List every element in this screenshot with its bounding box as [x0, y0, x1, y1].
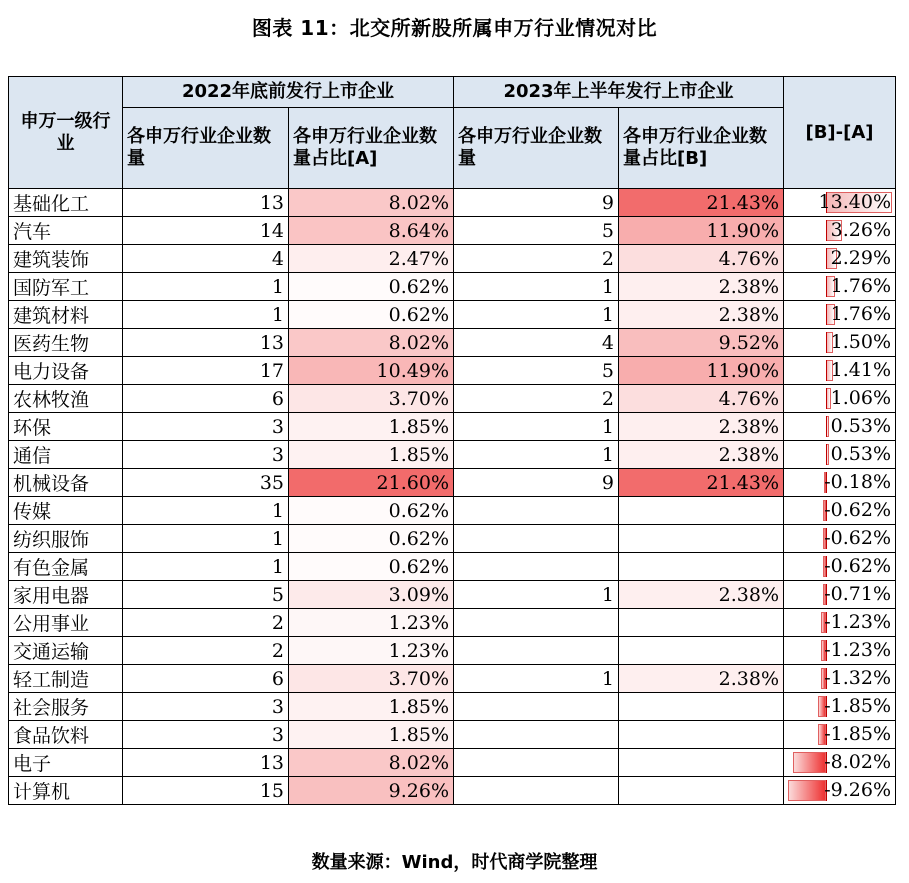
share-b: 11.90%: [619, 217, 784, 245]
share-b: [619, 749, 784, 777]
share-a: 1.85%: [289, 721, 454, 749]
count-2023: [454, 749, 619, 777]
count-2022: 2: [123, 609, 289, 637]
share-a: 21.60%: [289, 469, 454, 497]
header-count-2023: 各申万行业企业数量: [454, 108, 619, 189]
share-b: [619, 721, 784, 749]
share-b: [619, 525, 784, 553]
count-2022: 13: [123, 749, 289, 777]
table-row: [9, 609, 896, 637]
share-b: 21.43%: [619, 189, 784, 217]
count-2023: [454, 525, 619, 553]
diff-cell: [784, 385, 896, 413]
diff-value: 1.41%: [830, 359, 891, 381]
share-a: 8.64%: [289, 217, 454, 245]
count-2023: 2: [454, 245, 619, 273]
diff-cell: [784, 441, 896, 469]
industry-name: 建筑装饰: [9, 245, 123, 273]
industry-comparison-table: [8, 76, 896, 805]
diff-cell: [784, 357, 896, 385]
share-b: 9.52%: [619, 329, 784, 357]
diff-value: -0.62%: [824, 555, 891, 577]
source-note: 数量来源：Wind，时代商学院整理: [311, 852, 598, 873]
count-2023: 5: [454, 217, 619, 245]
table-row: [9, 245, 896, 273]
diff-cell: [784, 553, 896, 581]
diff-cell: [784, 749, 896, 777]
diff-value: -0.62%: [824, 527, 891, 549]
header-share-a: 各申万行业企业数量占比[A]: [289, 108, 454, 189]
diff-bar: [788, 780, 826, 801]
header-row-sub: [9, 108, 896, 189]
count-2023: 1: [454, 413, 619, 441]
diff-value: -1.23%: [824, 639, 891, 661]
share-b: [619, 497, 784, 525]
diff-cell: [784, 273, 896, 301]
share-b: 2.38%: [619, 665, 784, 693]
table-row: [9, 693, 896, 721]
header-group-2022: 2022年底前发行上市企业: [123, 77, 454, 108]
diff-cell: [784, 497, 896, 525]
share-b: 4.76%: [619, 245, 784, 273]
diff-cell: [784, 777, 896, 805]
share-a: 3.70%: [289, 385, 454, 413]
figure-title: 图表 11：北交所新股所属申万行业情况对比: [251, 16, 658, 40]
diff-value: -9.26%: [824, 779, 891, 801]
count-2023: [454, 777, 619, 805]
share-b: 4.76%: [619, 385, 784, 413]
diff-value: 2.29%: [830, 247, 891, 269]
diff-value: -1.85%: [824, 695, 891, 717]
header-diff: [B]-[A]: [784, 77, 896, 189]
table-row: [9, 273, 896, 301]
diff-zero-axis: [826, 388, 827, 409]
diff-value: -0.62%: [824, 499, 891, 521]
count-2023: [454, 497, 619, 525]
diff-cell: [784, 301, 896, 329]
count-2023: 9: [454, 189, 619, 217]
diff-zero-axis: [826, 416, 827, 437]
share-b: 2.38%: [619, 301, 784, 329]
diff-value: -0.71%: [824, 583, 891, 605]
share-b: 2.38%: [619, 581, 784, 609]
diff-bar: [793, 752, 826, 773]
diff-cell: [784, 245, 896, 273]
share-a: 1.85%: [289, 413, 454, 441]
count-2022: 35: [123, 469, 289, 497]
share-a: 3.09%: [289, 581, 454, 609]
industry-name: 传媒: [9, 497, 123, 525]
share-a: 8.02%: [289, 749, 454, 777]
table-row: [9, 301, 896, 329]
share-a: 2.47%: [289, 245, 454, 273]
share-b: [619, 637, 784, 665]
table-row: [9, 413, 896, 441]
count-2023: 9: [454, 469, 619, 497]
count-2022: 14: [123, 217, 289, 245]
header-count-2022: 各申万行业企业数量: [123, 108, 289, 189]
industry-name: 建筑材料: [9, 301, 123, 329]
count-2022: 5: [123, 581, 289, 609]
table-row: [9, 721, 896, 749]
count-2022: 1: [123, 497, 289, 525]
share-a: 9.26%: [289, 777, 454, 805]
industry-name: 电力设备: [9, 357, 123, 385]
share-a: 0.62%: [289, 525, 454, 553]
share-a: 1.85%: [289, 441, 454, 469]
diff-value: -0.18%: [824, 471, 891, 493]
count-2023: 5: [454, 357, 619, 385]
share-a: 0.62%: [289, 497, 454, 525]
industry-name: 有色金属: [9, 553, 123, 581]
diff-cell: [784, 217, 896, 245]
diff-value: -1.32%: [824, 667, 891, 689]
table-row: [9, 329, 896, 357]
share-a: 10.49%: [289, 357, 454, 385]
industry-name: 食品饮料: [9, 721, 123, 749]
table-row: [9, 665, 896, 693]
share-a: 1.23%: [289, 609, 454, 637]
count-2022: 1: [123, 525, 289, 553]
table-row: [9, 385, 896, 413]
industry-name: 汽车: [9, 217, 123, 245]
table-row: [9, 553, 896, 581]
industry-name: 基础化工: [9, 189, 123, 217]
diff-value: 13.40%: [818, 191, 891, 213]
count-2022: 1: [123, 273, 289, 301]
count-2022: 13: [123, 329, 289, 357]
diff-zero-axis: [826, 332, 827, 353]
count-2023: [454, 693, 619, 721]
share-b: [619, 553, 784, 581]
header-share-b: 各申万行业企业数量占比[B]: [619, 108, 784, 189]
share-a: 0.62%: [289, 553, 454, 581]
table-row: [9, 217, 896, 245]
count-2022: 1: [123, 301, 289, 329]
header-row-top: [9, 77, 896, 108]
header-group-2023: 2023年上半年发行上市企业: [454, 77, 784, 108]
count-2022: 3: [123, 693, 289, 721]
share-a: 0.62%: [289, 273, 454, 301]
diff-cell: [784, 581, 896, 609]
count-2022: 4: [123, 245, 289, 273]
diff-zero-axis: [826, 276, 827, 297]
count-2023: 2: [454, 385, 619, 413]
diff-cell: [784, 721, 896, 749]
count-2023: 1: [454, 301, 619, 329]
count-2023: [454, 609, 619, 637]
diff-value: 1.06%: [830, 387, 891, 409]
industry-name: 家用电器: [9, 581, 123, 609]
industry-name: 机械设备: [9, 469, 123, 497]
share-b: 21.43%: [619, 469, 784, 497]
share-b: [619, 777, 784, 805]
industry-name: 通信: [9, 441, 123, 469]
diff-cell: [784, 525, 896, 553]
table-row: [9, 497, 896, 525]
count-2022: 3: [123, 441, 289, 469]
industry-name: 国防军工: [9, 273, 123, 301]
count-2023: 1: [454, 273, 619, 301]
share-a: 1.85%: [289, 693, 454, 721]
industry-name: 社会服务: [9, 693, 123, 721]
diff-zero-axis: [826, 304, 827, 325]
count-2022: 1: [123, 553, 289, 581]
count-2022: 3: [123, 721, 289, 749]
table-row: [9, 637, 896, 665]
diff-zero-axis: [826, 248, 827, 269]
count-2023: 1: [454, 581, 619, 609]
count-2023: 1: [454, 441, 619, 469]
table-row: [9, 749, 896, 777]
diff-value: 3.26%: [830, 219, 891, 241]
diff-value: -8.02%: [824, 751, 891, 773]
diff-cell: [784, 469, 896, 497]
count-2023: 1: [454, 665, 619, 693]
count-2022: 2: [123, 637, 289, 665]
industry-name: 纺织服饰: [9, 525, 123, 553]
table-row: [9, 189, 896, 217]
share-b: 2.38%: [619, 273, 784, 301]
header-industry: 申万一级行业: [9, 77, 123, 189]
industry-name: 电子: [9, 749, 123, 777]
count-2022: 3: [123, 413, 289, 441]
count-2022: 17: [123, 357, 289, 385]
industry-name: 环保: [9, 413, 123, 441]
diff-value: -1.23%: [824, 611, 891, 633]
diff-zero-axis: [826, 360, 827, 381]
count-2023: [454, 637, 619, 665]
industry-name: 轻工制造: [9, 665, 123, 693]
share-b: 2.38%: [619, 413, 784, 441]
diff-cell: [784, 637, 896, 665]
share-b: 11.90%: [619, 357, 784, 385]
share-a: 8.02%: [289, 189, 454, 217]
count-2023: [454, 553, 619, 581]
diff-zero-axis: [826, 220, 827, 241]
table-row: [9, 525, 896, 553]
share-b: [619, 693, 784, 721]
count-2022: 13: [123, 189, 289, 217]
diff-value: 1.76%: [830, 275, 891, 297]
table-body: [9, 189, 896, 805]
diff-cell: [784, 329, 896, 357]
diff-value: 0.53%: [830, 443, 891, 465]
count-2023: 4: [454, 329, 619, 357]
count-2022: 6: [123, 665, 289, 693]
diff-value: 1.76%: [830, 303, 891, 325]
industry-name: 农林牧渔: [9, 385, 123, 413]
diff-cell: [784, 189, 896, 217]
diff-zero-axis: [826, 444, 827, 465]
share-b: [619, 609, 784, 637]
diff-cell: [784, 413, 896, 441]
count-2022: 6: [123, 385, 289, 413]
table-row: [9, 777, 896, 805]
diff-cell: [784, 693, 896, 721]
share-a: 3.70%: [289, 665, 454, 693]
table-row: [9, 357, 896, 385]
count-2023: [454, 721, 619, 749]
industry-name: 交通运输: [9, 637, 123, 665]
share-a: 0.62%: [289, 301, 454, 329]
diff-value: -1.85%: [824, 723, 891, 745]
table-row: [9, 581, 896, 609]
diff-cell: [784, 609, 896, 637]
count-2022: 15: [123, 777, 289, 805]
share-b: 2.38%: [619, 441, 784, 469]
table-row: [9, 469, 896, 497]
share-a: 1.23%: [289, 637, 454, 665]
table-row: [9, 441, 896, 469]
diff-value: 0.53%: [830, 415, 891, 437]
share-a: 8.02%: [289, 329, 454, 357]
diff-cell: [784, 665, 896, 693]
industry-name: 医药生物: [9, 329, 123, 357]
diff-value: 1.50%: [830, 331, 891, 353]
industry-name: 计算机: [9, 777, 123, 805]
industry-name: 公用事业: [9, 609, 123, 637]
